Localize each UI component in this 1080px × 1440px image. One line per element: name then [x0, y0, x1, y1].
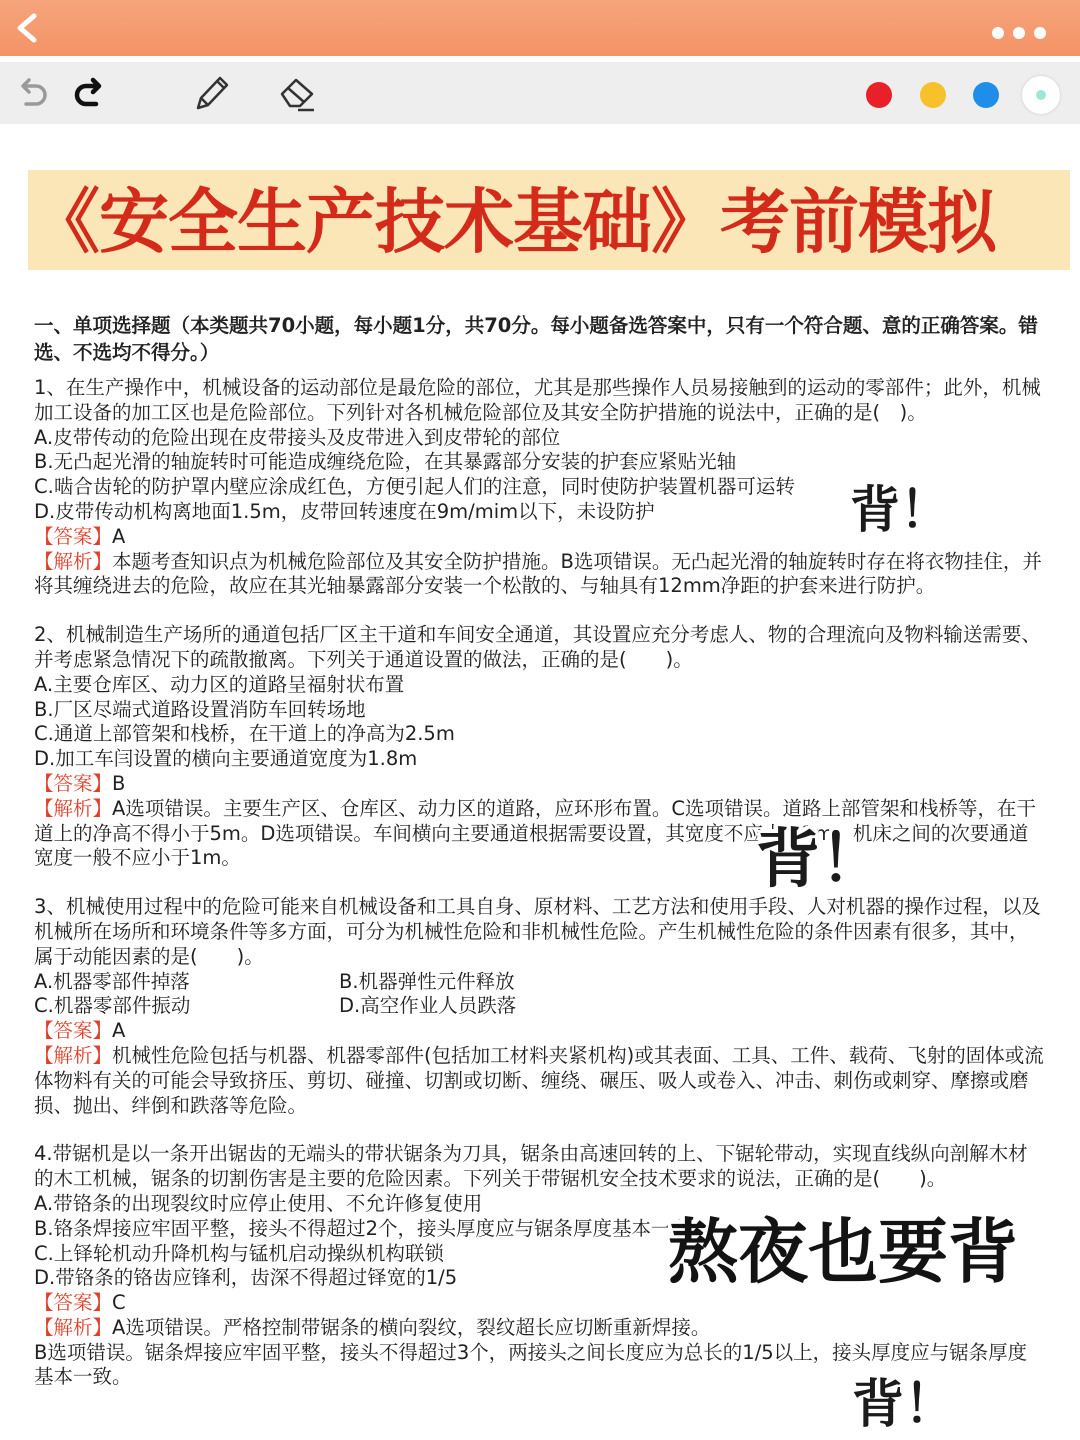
option-d: D.皮带传动机构离地面1.5m，皮带回转速度在9m/mim以下，未设防护: [34, 499, 655, 523]
option-d: D.高空作业人员跌落: [339, 994, 517, 1018]
chevron-left-icon[interactable]: [12, 12, 44, 44]
analysis-row: [34, 1044, 1046, 1118]
option-b: B.机器弹性元件释放: [339, 969, 515, 993]
option-c: C.机器零部件振动: [34, 994, 191, 1018]
option-c: C.通道上部管架和栈桥，在干道上的净高为2.5m: [34, 722, 455, 746]
sticker-memorize: 背！: [852, 1375, 957, 1435]
sticker-memorize: 背！: [756, 823, 884, 897]
option-b: B.无凸起光滑的轴旋转时可能造成缠绕危险，在其暴露部分安装的护套应紧贴光轴: [34, 450, 737, 474]
pencil-icon[interactable]: [190, 72, 232, 114]
answer-row: [34, 772, 1046, 797]
analysis-text: A选项错误。主要生产区、仓库区、动力区的道路，应环形布置。C选项错误。道路上部管架和栈桥等，在干道上的净高不得小于5m。D选项错误。车间横向主要通道根据需要设置，其宽度不应小于2m；机床之间的次要通道宽度一般不应小于1m。: [34, 796, 1036, 870]
analysis-label: 【解析】: [34, 1315, 113, 1339]
section-heading: 一、单项选择题（本类题共70小题，每小题1分，共70分。每小题备选答案中，只有一个符合题、意的正确答案。错选、不选均不得分。）: [34, 314, 1038, 364]
answer-value: A: [112, 524, 126, 548]
option-a: A.机器零部件掉落: [34, 969, 190, 993]
option-a: A.带铬条的出现裂纹时应停止使用、不允许修复使用: [34, 1191, 483, 1215]
top-bar: [0, 0, 1080, 56]
analysis-text: 机械性危险包括与机器、机器零部件(包括加工材料夹紧机构)或其表面、工具、工件、载荷、飞射的固体或流体物料有关的可能会导致挤压、剪切、碰撞、切割或切断、缠绕、碾压、吸人或卷入、冲击、刺伤或刺穿、摩擦或磨损、抛出、绊倒和跌落等危险。: [34, 1043, 1044, 1117]
analysis-continued: B选项错误。锯条焊接应牢固平整，接头不得超过3个，两接头之间长度应为总长的1/5以上，接头厚度应与锯条厚度基本一致。: [34, 1340, 1028, 1389]
color-blue-swatch[interactable]: [973, 82, 999, 108]
answer-value: C: [112, 1291, 126, 1315]
color-picker-swatch[interactable]: [1022, 76, 1060, 114]
analysis-label: 【解析】: [34, 796, 113, 820]
question-stem: 2、机械制造生产场所的通道包括厂区主干道和车间安全通道，其设置应充分考虑人、物的合理流向及物料输送需要、并考虑紧急情况下的疏散撤离。下列关于通道设置的做法，正确的是( )。: [34, 623, 1041, 671]
more-horizontal-icon[interactable]: [992, 24, 1056, 38]
redo-icon[interactable]: [68, 72, 110, 114]
page-title: 《安全生产技术基础》考前模拟: [30, 181, 996, 263]
sticker-stay-up-late: 熬夜也要背: [668, 1211, 1018, 1293]
color-red-swatch[interactable]: [866, 82, 892, 108]
analysis-row: [34, 797, 1046, 871]
question-3: [34, 895, 1046, 1118]
answer-label: 【答案】: [34, 771, 113, 795]
undo-icon[interactable]: [12, 72, 54, 114]
analysis-text: A选项错误。严格控制带锯条的横向裂纹，裂纹超长应切断重新焊接。: [112, 1315, 711, 1339]
answer-row: [34, 1019, 1046, 1044]
options-row: [34, 994, 1046, 1019]
option-c: C.上铎轮机动升降机构与锰机启动操纵机构联锁: [34, 1241, 444, 1265]
color-yellow-swatch[interactable]: [920, 82, 946, 108]
question-stem: 1、在生产操作中，机械设备的运动部位是最危险的部位，尤其是那些操作人员易接触到的运动的零部件；此外，机械加工设备的加工区也是危险部位。下列针对各机械危险部位及其安全防护措施的说法中，正确的是( )。: [34, 376, 1041, 424]
options-row: [34, 970, 1046, 995]
option-b: B.铬条焊接应牢固平整，接头不得超过2个，接头厚度应与锯条厚度基本一致: [34, 1216, 690, 1240]
question-2: [34, 623, 1046, 871]
drawing-toolbar: [0, 62, 1080, 124]
answer-label: 【答案】: [34, 1291, 113, 1315]
option-d: D.带铬条的铬齿应锋利，齿深不得超过铎宽的1/5: [34, 1266, 458, 1290]
option-b: B.厂区尽端式道路设置消防车回转场地: [34, 697, 366, 721]
analysis-row: [34, 550, 1046, 600]
answer-value: B: [112, 771, 126, 795]
option-c: C.啮合齿轮的防护罩内壁应涂成红色，方便引起人们的注意，同时使防护装置机器可运转: [34, 475, 795, 499]
question-stem: 3、机械使用过程中的危险可能来自机械设备和工具自身、原材料、工艺方法和使用手段、人对机器的操作过程，以及机械所在场所和环境条件等多方面，可分为机械性危险和非机械性危险。产生机械性危险的条件因素有很多，其中，属于动能因素的是( )。: [34, 895, 1041, 968]
eraser-icon[interactable]: [276, 72, 318, 114]
option-d: D.加工车闫设置的横向主要通道宽度为1.8m: [34, 747, 418, 771]
answer-label: 【答案】: [34, 524, 113, 548]
answer-label: 【答案】: [34, 1019, 113, 1043]
analysis-label: 【解析】: [34, 1043, 113, 1067]
option-a: A.主要仓库区、动力区的道路呈福射状布置: [34, 672, 405, 696]
answer-value: A: [112, 1019, 126, 1043]
sticker-memorize: 背！: [850, 481, 950, 539]
option-a: A.皮带传动的危险出现在皮带接头及皮带进入到皮带轮的部位: [34, 425, 561, 449]
analysis-text: 本题考查知识点为机械危险部位及其安全防护措施。B选项错误。无凸起光滑的轴旋转时存在将衣物挂住，并将其缠绕进去的危险，故应在其光轴暴露部分安装一个松散的、与轴具有12mm净距的护套来进行防护。: [34, 549, 1042, 598]
analysis-label: 【解析】: [34, 549, 113, 573]
analysis-row: [34, 1316, 1046, 1341]
question-stem: 4.带锯机是以一条开出锯齿的无端头的带状锯条为刀具，锯条由高速回转的上、下锯轮带动，实现直线纵向剖解木材的木工机械，锯条的切割伤害是主要的危险因素。下列关于带锯机安全技术要求的说法，正确的是( )。: [34, 1142, 1028, 1191]
